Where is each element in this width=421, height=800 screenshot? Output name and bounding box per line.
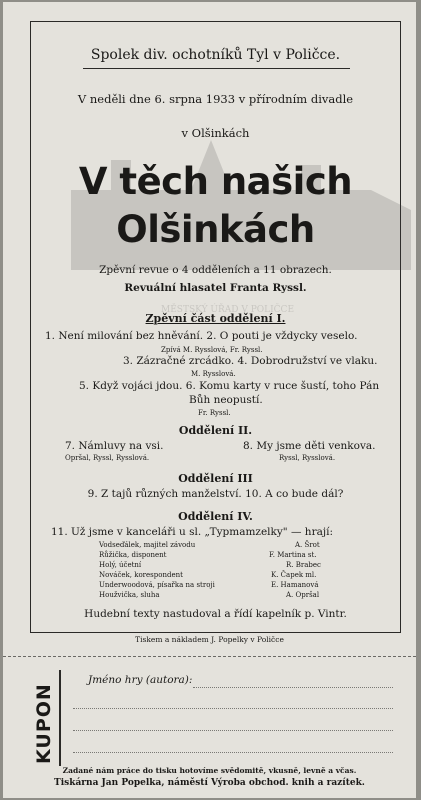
part2-heading: Oddělení II. <box>178 424 253 437</box>
music-credit: Hudební texty nastudoval a řídí kapelník p. Vintr. <box>84 608 347 620</box>
cast-actor: R. Brabec <box>286 561 321 569</box>
field-line <box>73 730 393 731</box>
part1-line3b: Bůh neopustí. <box>189 394 263 406</box>
printshop-address: Tiskárna Jan Popelka, náměstí Výroba obchod. knih a razítek. <box>54 778 365 788</box>
part3-line: 9. Z tajů různých manželství. 10. A co bude dál? <box>87 488 344 500</box>
part1-line3: 5. Když vojáci jdou. 6. Komu karty v ruce šustí, toho Pán <box>79 380 380 392</box>
part3-heading: Oddělení III <box>178 472 253 485</box>
part4-heading: Oddělení IV. <box>178 510 253 523</box>
field-line <box>193 687 393 688</box>
field-line <box>73 708 393 709</box>
faint-stamp: MĚSTSKÝ ÚŘAD V POLIČCE <box>161 305 295 315</box>
programme-frame <box>30 21 401 633</box>
cut-line <box>3 656 416 657</box>
part2-right: 8. My jsme děti venkova. <box>243 440 376 452</box>
coupon-divider <box>59 670 61 766</box>
part2-right-cast: Ryssl, Rysslová. <box>279 454 336 462</box>
part1-line1-cast: Zpívá M. Rysslová, Fr. Ryssl. <box>161 346 263 354</box>
venue-line: v Olšinkách <box>181 126 250 140</box>
print-service-note: Zadané nám práce do tisku hotovíme svědomitě, vkusně, levně a včas. <box>62 766 357 775</box>
cast-actor: A. Opršal <box>286 591 320 599</box>
play-name-label: Jméno hry (autora): <box>88 674 193 686</box>
part1-line3-cast: Fr. Ryssl. <box>198 409 231 417</box>
part1-line2: 3. Zázračné zrcádko. 4. Dobrodružství ve vlaku. <box>123 355 378 367</box>
part2-left-cast: Opršal, Ryssl, Rysslová. <box>65 454 150 462</box>
cast-actor: A. Šrot <box>295 541 320 549</box>
field-line <box>73 752 393 753</box>
cast-role: Vodseďálek, majitel závodu <box>99 541 196 549</box>
printer-credit: Tiskem a nákladem J. Popelky v Poličce <box>135 635 284 644</box>
announcer-line: Revuální hlasatel Franta Ryssl. <box>124 282 307 294</box>
cast-role: Nováček, korespondent <box>99 571 183 579</box>
part2-left: 7. Námluvy na vsi. <box>65 440 164 452</box>
part1-line1: 1. Není milování bez hněvání. 2. O pouti je vždycky veselo. <box>45 330 358 342</box>
part4-line: 11. Už jsme v kanceláři u sl. „Typmamzelky" — hrají: <box>51 526 334 538</box>
cast-role: Růžička, disponent <box>99 551 167 559</box>
handbill-sheet <box>3 2 416 798</box>
coupon-label: KUPON <box>33 683 55 764</box>
society-name: Spolek div. ochotníků Tyl v Poličce. <box>90 47 341 63</box>
cast-role: Underwoodová, písařka na stroji <box>99 581 215 589</box>
part1-line2-cast: M. Rysslová. <box>191 370 236 378</box>
part1-heading: Zpěvní část oddělení I. <box>145 312 286 325</box>
cast-actor: F. Martina st. <box>269 551 317 559</box>
cast-role: Holý, účetní <box>99 561 142 569</box>
header-underline <box>83 68 350 69</box>
cast-actor: E. Hamanová <box>271 581 319 589</box>
revue-description: Zpěvní revue o 4 odděleních a 11 obrazech. <box>99 264 332 276</box>
title-line-1: V těch našich <box>78 160 353 203</box>
cast-role: Houžvička, sluha <box>99 591 160 599</box>
date-line: V neděli dne 6. srpna 1933 v přírodním divadle <box>77 92 354 106</box>
cast-actor: K. Čapek ml. <box>271 571 317 579</box>
title-line-2: Olšinkách <box>116 208 315 251</box>
